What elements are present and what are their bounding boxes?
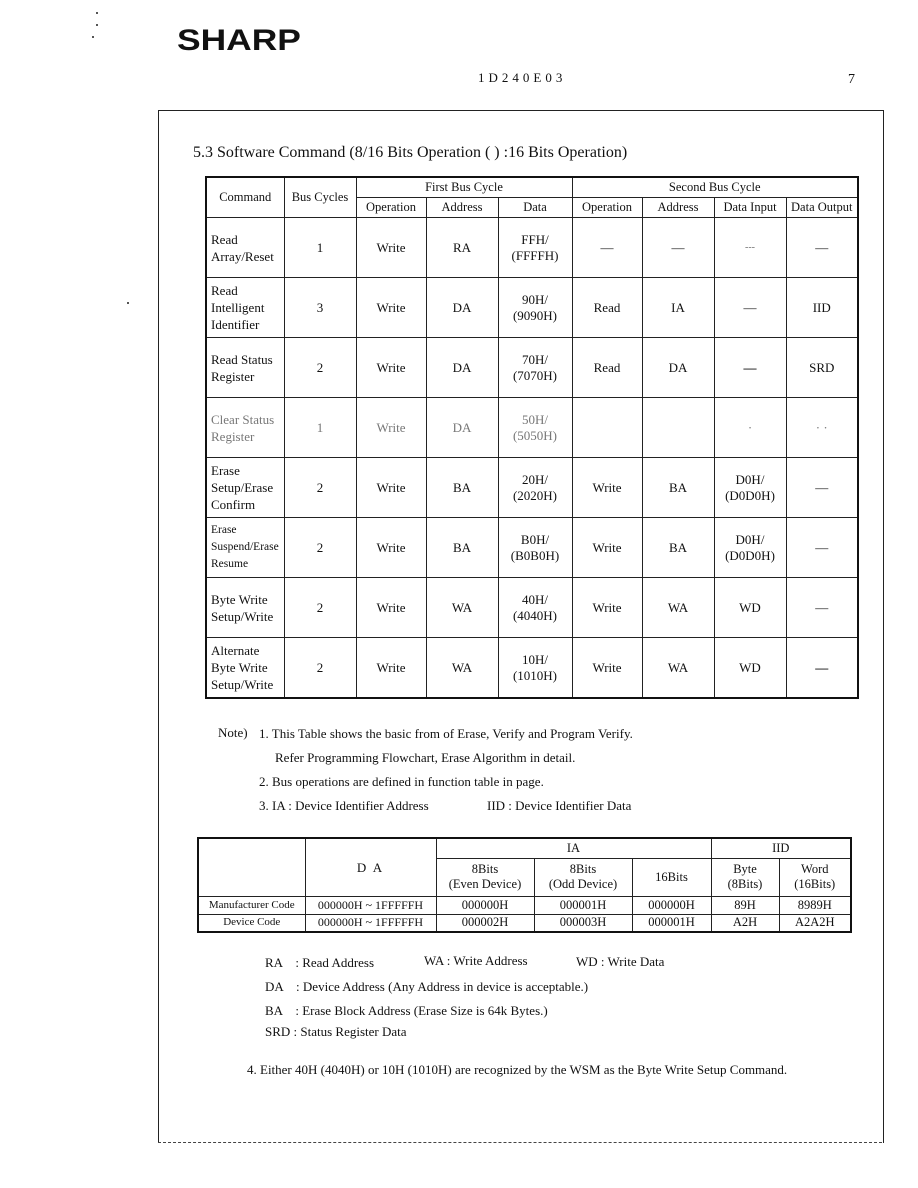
table-row [206, 638, 858, 699]
data-input-cell: — [714, 338, 786, 398]
ia-header-ia: IA [436, 838, 711, 858]
iid-col-word [779, 858, 851, 896]
first-operation-cell: Write [356, 458, 426, 518]
word-cell: 8989H [779, 896, 851, 914]
col-line: 8Bits [471, 862, 499, 876]
data-input-cell: · [714, 398, 786, 458]
first-operation-cell: Write [356, 278, 426, 338]
command-name-line: Byte Write [211, 591, 268, 607]
data-line: 40H/ [522, 591, 548, 607]
command-name-line: Clear Status [211, 411, 275, 427]
bus-cycles-cell: 2 [284, 578, 356, 638]
ia-col-odd [534, 858, 632, 896]
data-output-cell: — [786, 518, 858, 578]
ia-col-even [436, 858, 534, 896]
legend-ra: RA : Read Address [265, 955, 375, 970]
identifier-address-table [197, 837, 852, 933]
table-row [206, 578, 858, 638]
ia-header-da: D A [305, 838, 436, 896]
data-line: B0H/ [520, 531, 550, 547]
first-address-cell: DA [426, 398, 498, 458]
note-4: 4. Either 40H (4040H) or 10H (1010H) are recognized by the WSM as the Byte Write Setup Command. [247, 1062, 788, 1077]
first-operation-cell: Write [356, 518, 426, 578]
bus-cycles-cell: 2 [284, 518, 356, 578]
data-line: (2020H) [512, 487, 558, 503]
command-name-line: Identifier [211, 317, 260, 332]
first-address-cell: WA [426, 638, 498, 699]
table-row [198, 914, 851, 932]
note-3-iid: IID : Device Identifier Data [487, 798, 632, 813]
header-bus-cycles: Bus Cycles [284, 177, 356, 218]
data-input-cell: WD [714, 578, 786, 638]
second-operation-cell: Write [572, 638, 642, 699]
data-line: (B0B0H) [510, 547, 560, 563]
first-address-cell: WA [426, 578, 498, 638]
word-cell: A2A2H [779, 914, 851, 932]
data-line: 90H/ [522, 291, 548, 307]
header-command: Command [206, 177, 284, 218]
second-operation-cell: Read [572, 278, 642, 338]
command-name-line: Setup/Write [211, 677, 274, 692]
first-data-cell [498, 638, 572, 699]
sharp-logo: SHARP [177, 24, 301, 57]
data-line: (D0D0H) [725, 487, 775, 503]
command-name-line: Confirm [211, 497, 256, 512]
data-output-cell: — [786, 638, 858, 699]
col-line: (Even Device) [448, 877, 522, 891]
da-cell: 000000H ~ 1FFFFFH [305, 896, 436, 914]
ia-corner-cell [198, 838, 305, 896]
data-output-cell: IID [786, 278, 858, 338]
document-number: 1D240E03 [478, 70, 567, 85]
bus-cycles-cell: 2 [284, 458, 356, 518]
col-line: Word [801, 862, 829, 876]
command-name-line: Erase [211, 463, 240, 478]
data-line: 20H/ [522, 471, 548, 487]
bus-cycles-cell: 2 [284, 338, 356, 398]
second-address-cell: IA [642, 278, 714, 338]
bits16-cell: 000001H [632, 914, 711, 932]
note-3: 3. IA : Device Identifier Address [259, 798, 429, 813]
header-second-bus-cycle: Second Bus Cycle [572, 177, 858, 198]
bus-cycles-cell: 3 [284, 278, 356, 338]
command-name [206, 518, 284, 578]
second-operation-cell: — [572, 218, 642, 278]
table-row [206, 218, 858, 278]
page-frame-bottom [158, 1142, 882, 1143]
note-1: 1. This Table shows the basic from of Erase, Verify and Program Verify. [259, 726, 633, 741]
note-1-continued: Refer Programming Flowchart, Erase Algorithm in detail. [275, 750, 576, 765]
col-line: (16Bits) [794, 877, 836, 891]
data-line: 70H/ [522, 351, 548, 367]
scan-speck [96, 12, 98, 14]
command-name [206, 218, 284, 278]
first-operation-cell: Write [356, 398, 426, 458]
second-address-cell: WA [642, 638, 714, 699]
command-name [206, 338, 284, 398]
even-cell: 000000H [436, 896, 534, 914]
command-name [206, 638, 284, 699]
command-name-line: Suspend/Erase [211, 541, 279, 553]
first-operation-cell: Write [356, 218, 426, 278]
row-label: Manufacturer Code [198, 896, 305, 914]
data-output-cell: — [786, 458, 858, 518]
header-first-address: Address [426, 198, 498, 218]
data-output-cell: · · [786, 398, 858, 458]
second-address-cell: DA [642, 338, 714, 398]
command-name-line: Alternate [211, 643, 260, 658]
command-name-line: Byte Write [211, 660, 268, 675]
header-first-operation: Operation [356, 198, 426, 218]
table-row [206, 518, 858, 578]
table-row [206, 278, 858, 338]
first-address-cell: BA [426, 458, 498, 518]
data-input-cell [714, 458, 786, 518]
first-address-cell: DA [426, 278, 498, 338]
data-output-cell: — [786, 218, 858, 278]
data-line: FFH/ [521, 231, 549, 247]
second-operation-cell: Read [572, 338, 642, 398]
first-operation-cell: Write [356, 578, 426, 638]
legend-da: DA : Device Address (Any Address in device is acceptable.) [265, 979, 589, 994]
first-data-cell [498, 278, 572, 338]
data-line: D0H/ [735, 531, 765, 547]
table-row [206, 398, 858, 458]
command-name-line: Array/Reset [211, 248, 274, 264]
even-cell: 000002H [436, 914, 534, 932]
byte-cell: 89H [711, 896, 779, 914]
note-2: 2. Bus operations are defined in function table in page. [259, 774, 544, 789]
command-name-line: Read [211, 283, 238, 298]
data-input-cell: WD [714, 638, 786, 699]
row-label: Device Code [198, 914, 305, 932]
second-operation-cell: Write [572, 578, 642, 638]
col-line: (Odd Device) [548, 877, 618, 891]
data-line: (5050H) [512, 427, 558, 443]
scan-speck [92, 36, 94, 38]
data-input-cell [714, 518, 786, 578]
command-name [206, 458, 284, 518]
command-name [206, 278, 284, 338]
first-data-cell [498, 578, 572, 638]
header-first-bus-cycle: First Bus Cycle [356, 177, 572, 198]
second-address-cell [642, 398, 714, 458]
second-operation-cell: Write [572, 458, 642, 518]
odd-cell: 000003H [534, 914, 632, 932]
scan-speck [127, 302, 129, 304]
ia-col-16bits: 16Bits [632, 858, 711, 896]
second-operation-cell [572, 398, 642, 458]
first-operation-cell: Write [356, 338, 426, 398]
da-cell: 000000H ~ 1FFFFFH [305, 914, 436, 932]
header-data-output: Data Output [786, 198, 858, 218]
legend-wd: WD : Write Data [576, 954, 665, 969]
command-name-line: Read [211, 231, 238, 247]
command-name [206, 398, 284, 458]
data-line: (1010H) [512, 667, 558, 683]
header-second-operation: Operation [572, 198, 642, 218]
command-name-line: Register [211, 368, 255, 384]
command-name-line: Setup/Write [211, 608, 274, 624]
section-title: 5.3 Software Command (8/16 Bits Operation ( ) :16 Bits Operation) [193, 144, 628, 161]
data-line: (FFFFH) [511, 247, 559, 263]
legend-srd: SRD : Status Register Data [265, 1024, 407, 1039]
ia-header-iid: IID [711, 838, 851, 858]
data-output-cell: SRD [786, 338, 858, 398]
second-address-cell: WA [642, 578, 714, 638]
header-data-input: Data Input [714, 198, 786, 218]
first-address-cell: DA [426, 338, 498, 398]
data-line: D0H/ [735, 471, 765, 487]
page-number: 7 [848, 72, 855, 87]
first-data-cell [498, 458, 572, 518]
command-name-line: Erase [211, 524, 237, 536]
data-line: 50H/ [522, 411, 548, 427]
data-output-cell: — [786, 578, 858, 638]
table-row [206, 458, 858, 518]
bus-cycles-cell: 2 [284, 638, 356, 699]
second-address-cell: — [642, 218, 714, 278]
scan-speck [96, 24, 98, 26]
first-address-cell: RA [426, 218, 498, 278]
col-line: Byte [733, 862, 757, 876]
command-name-line: Setup/Erase [211, 480, 274, 495]
table-row [206, 338, 858, 398]
second-address-cell: BA [642, 518, 714, 578]
byte-cell: A2H [711, 914, 779, 932]
second-address-cell: BA [642, 458, 714, 518]
first-data-cell [498, 338, 572, 398]
col-line: 8Bits [569, 862, 597, 876]
table-row [198, 896, 851, 914]
header-second-address: Address [642, 198, 714, 218]
legend-wa: WA : Write Address [424, 953, 528, 968]
data-line: (4040H) [512, 607, 558, 623]
data-input-cell: — [714, 278, 786, 338]
odd-cell: 000001H [534, 896, 632, 914]
first-address-cell: BA [426, 518, 498, 578]
command-name-line: Resume [211, 558, 249, 570]
first-data-cell [498, 398, 572, 458]
iid-col-byte [711, 858, 779, 896]
col-line: (8Bits) [727, 877, 763, 891]
bus-cycles-cell: 1 [284, 218, 356, 278]
note-label: Note) [218, 725, 248, 740]
data-line: (9090H) [512, 307, 558, 323]
legend-ba: BA : Erase Block Address (Erase Size is 64k Bytes.) [265, 1003, 548, 1018]
header-first-data: Data [498, 198, 572, 218]
command-name [206, 578, 284, 638]
first-operation-cell: Write [356, 638, 426, 699]
first-data-cell [498, 218, 572, 278]
software-command-table [205, 176, 859, 699]
command-name-line: Intelligent [211, 300, 265, 315]
data-line: 10H/ [522, 651, 548, 667]
first-data-cell [498, 518, 572, 578]
second-operation-cell: Write [572, 518, 642, 578]
command-name-line: Register [211, 428, 255, 444]
data-line: (D0D0H) [725, 547, 775, 563]
data-line: (7070H) [512, 367, 558, 383]
command-name-line: Read Status [211, 351, 273, 367]
bus-cycles-cell: 1 [284, 398, 356, 458]
data-input-cell: --- [714, 218, 786, 278]
bits16-cell: 000000H [632, 896, 711, 914]
